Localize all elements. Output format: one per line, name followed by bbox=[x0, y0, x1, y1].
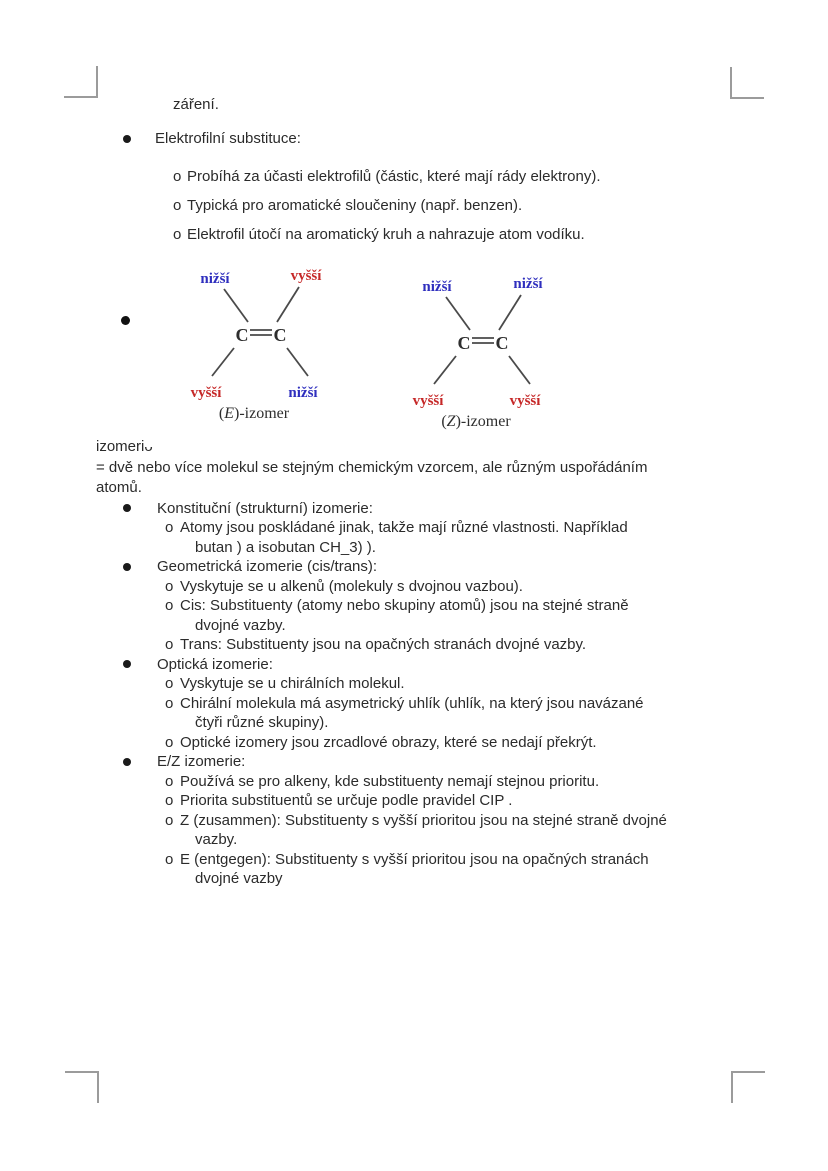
circle-marker: o bbox=[165, 519, 174, 536]
carbon-atom-left: C bbox=[235, 325, 249, 345]
sub-item-text: čtyři různé skupiny). bbox=[195, 714, 329, 731]
circle-marker: o bbox=[173, 168, 182, 185]
sub-item bbox=[96, 674, 806, 694]
circle-marker: o bbox=[165, 694, 174, 712]
sub-item-text: butan ) a isobutan CH_3) ). bbox=[195, 538, 376, 556]
topic-title: Geometrická izomerie (cis/trans): bbox=[157, 558, 378, 575]
sub-item-text: E (entgegen): Substituenty s vyšší prioritou jsou na opačných stranách bbox=[180, 850, 649, 868]
circle-marker: o bbox=[173, 226, 182, 243]
bullet-icon bbox=[121, 316, 130, 325]
sub-item-continuation bbox=[96, 616, 806, 636]
sub-item-text: Atomy jsou poskládané jinak, takže mají různé vlastnosti. Například bbox=[180, 519, 628, 536]
electrophilic-substitution-section bbox=[96, 97, 796, 243]
sub-item-text: dvojné vazby. bbox=[195, 616, 286, 634]
sub-item bbox=[96, 227, 796, 243]
circle-marker: o bbox=[165, 811, 174, 829]
caption-suffix: )-izomer bbox=[455, 413, 511, 430]
sub-item-text: Cis: Substituenty (atomy nebo skupiny atomů) jsou na stejné straně bbox=[180, 597, 629, 614]
sub-item-continuation bbox=[96, 869, 806, 889]
substituent-label-bottom-left: vyšší bbox=[412, 393, 444, 409]
sub-item-text: Vyskytuje se u alkenů (molekuly s dvojnou vazbou). bbox=[180, 577, 523, 595]
circle-marker: o bbox=[173, 197, 182, 214]
sub-item-continuation bbox=[96, 830, 806, 850]
sub-item bbox=[96, 733, 806, 753]
sub-item-text: Elektrofil útočí na aromatický kruh a nahrazuje atom vodíku. bbox=[187, 226, 585, 243]
bullet-icon bbox=[123, 135, 131, 143]
definition-line: atomů. bbox=[96, 479, 142, 496]
e-isomer-structure bbox=[178, 266, 353, 422]
topic-title: Optická izomerie: bbox=[157, 655, 273, 673]
sub-item bbox=[96, 577, 806, 597]
bond-line bbox=[446, 297, 470, 330]
crop-mark-top-left bbox=[64, 66, 98, 98]
substituent-label-top-left: nižší bbox=[422, 279, 452, 295]
sub-item-text: vazby. bbox=[195, 831, 238, 848]
section-heading: izomeriᴗ bbox=[96, 438, 153, 455]
sub-item bbox=[96, 169, 796, 185]
circle-marker: o bbox=[165, 597, 174, 614]
sub-item bbox=[96, 518, 806, 538]
crop-mark-bottom-right bbox=[731, 1071, 765, 1103]
bullet-item bbox=[96, 131, 796, 147]
bond-line bbox=[212, 348, 234, 376]
bullet-icon bbox=[123, 758, 131, 766]
bond-line bbox=[287, 348, 308, 376]
sub-item-text: Z (zusammen): Substituenty s vyšší prioritou jsou na stejné straně dvojné bbox=[180, 811, 667, 829]
substituent-label-top-right: nižší bbox=[513, 276, 543, 292]
sub-item-text: Trans: Substituenty jsou na opačných stranách dvojné vazby. bbox=[180, 636, 587, 653]
caption-paren: ( bbox=[441, 413, 447, 430]
bullet-item-label: Elektrofilní substituce: bbox=[155, 130, 301, 147]
sub-item-text: Používá se pro alkeny, kde substituenty nemají stejnou prioritu. bbox=[180, 772, 600, 790]
sub-item-text: Chirální molekula má asymetrický uhlík (uhlík, na který jsou navázané bbox=[180, 694, 644, 712]
sub-item bbox=[96, 850, 806, 870]
sub-item bbox=[96, 635, 806, 655]
bullet-item bbox=[96, 557, 806, 577]
sub-item bbox=[96, 772, 806, 792]
caption-suffix: )-izomer bbox=[234, 405, 290, 422]
substituent-label-bottom-right: nižší bbox=[288, 385, 318, 401]
caption-letter: E bbox=[224, 405, 235, 422]
bond-line bbox=[434, 356, 456, 384]
bullet-icon bbox=[123, 660, 131, 668]
circle-marker: o bbox=[165, 733, 174, 751]
figure-caption bbox=[219, 405, 290, 422]
bullet-item bbox=[96, 499, 806, 519]
carbon-atom-right: C bbox=[495, 333, 509, 353]
circle-marker: o bbox=[165, 577, 174, 595]
sub-item bbox=[96, 694, 806, 714]
sub-item-text: Vyskytuje se u chirálních molekul. bbox=[180, 675, 405, 692]
substituent-label-top-right: vyšší bbox=[290, 268, 322, 284]
sub-item-text: Priorita substituentů se určuje podle pravidel CIP . bbox=[180, 792, 513, 809]
sub-item-text: dvojné vazby bbox=[195, 870, 283, 887]
z-isomer-structure bbox=[400, 274, 575, 430]
sub-item bbox=[96, 811, 806, 831]
sub-item-text: Probíhá za účasti elektrofilů (částic, které mají rády elektrony). bbox=[187, 168, 601, 185]
topic-title: Konstituční (strukturní) izomerie: bbox=[157, 499, 373, 517]
substituent-label-bottom-left: vyšší bbox=[190, 385, 222, 401]
isomerie-section bbox=[96, 437, 806, 889]
bond-line bbox=[224, 289, 248, 322]
definition-line: = dvě nebo více molekul se stejným chemickým vzorcem, ale různým uspořádáním bbox=[96, 458, 648, 476]
topic-title: E/Z izomerie: bbox=[157, 753, 246, 770]
circle-marker: o bbox=[165, 675, 174, 692]
sub-item-continuation bbox=[96, 713, 806, 733]
substituent-label-top-left: nižší bbox=[200, 271, 230, 287]
circle-marker: o bbox=[165, 636, 174, 653]
bond-line bbox=[499, 295, 521, 330]
bullet-item bbox=[96, 655, 806, 675]
bullet-item bbox=[96, 752, 806, 772]
bullet-icon bbox=[123, 504, 131, 512]
figure-caption bbox=[441, 413, 511, 430]
substituent-label-bottom-right: vyšší bbox=[509, 393, 541, 409]
sub-item bbox=[96, 198, 796, 214]
carbon-atom-right: C bbox=[273, 325, 287, 345]
circle-marker: o bbox=[165, 772, 174, 790]
paragraph-continuation: záření. bbox=[173, 96, 219, 113]
caption-letter: Z bbox=[446, 413, 456, 430]
caption-paren: ( bbox=[218, 405, 225, 422]
sub-item-continuation bbox=[96, 538, 806, 558]
crop-mark-top-right bbox=[730, 67, 764, 99]
crop-mark-bottom-left bbox=[65, 1071, 99, 1103]
circle-marker: o bbox=[165, 850, 174, 868]
sub-item-text: Typická pro aromatické sloučeniny (např. benzen). bbox=[187, 197, 523, 214]
bond-line bbox=[509, 356, 530, 384]
circle-marker: o bbox=[165, 792, 174, 809]
bullet-icon bbox=[123, 563, 131, 571]
sub-item-text: Optické izomery jsou zrcadlové obrazy, které se nedají překrýt. bbox=[180, 733, 597, 751]
sub-item bbox=[96, 791, 806, 811]
bond-line bbox=[277, 287, 299, 322]
sub-item bbox=[96, 596, 806, 616]
carbon-atom-left: C bbox=[457, 333, 471, 353]
ez-isomer-figure bbox=[0, 264, 828, 430]
